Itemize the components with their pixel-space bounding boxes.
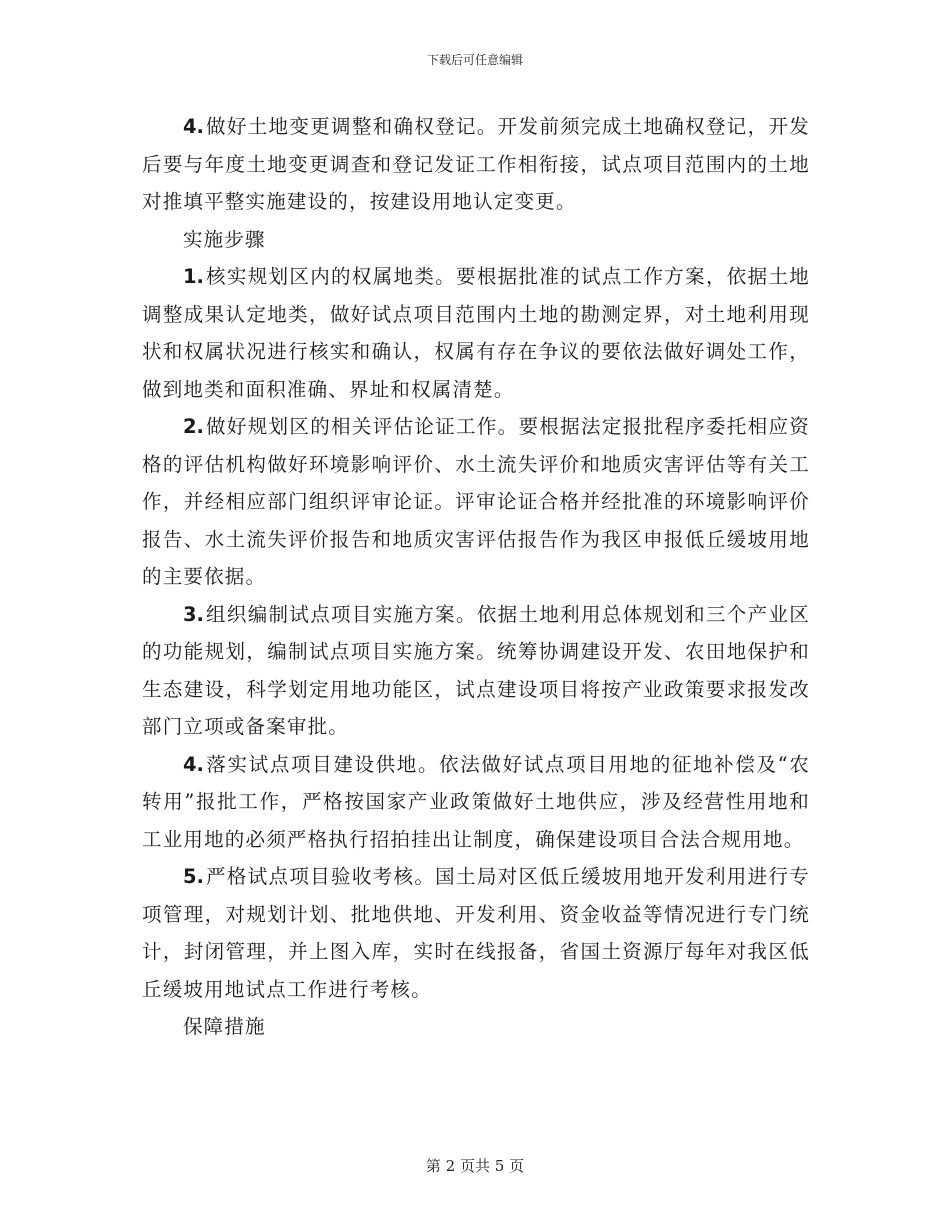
item-number: 4. (182, 752, 204, 776)
paragraph-land-registration (142, 108, 810, 221)
page-footer: 第 2 页共 5 页 (425, 1157, 525, 1175)
paragraph-implementation-plan (142, 596, 810, 746)
paragraph-text: 做好土地变更调整和确权登记。开发前须完成土地确权登记，开发后要与年度土地变更调查和登记发证工作相衔接，试点项目范围内的土地对推填平整实施建设的，按建设用地认定变更。 (142, 115, 810, 213)
paragraph-land-supply (142, 746, 810, 859)
section-heading-implementation-steps: 实施步骤 (182, 227, 266, 251)
item-number: 2. (182, 415, 204, 438)
document-body (142, 108, 810, 1046)
paragraph-text: 做好规划区的相关评估论证工作。要根据法定报批程序委托相应资格的评估机构做好环境影响评价、水土流失评价和地质灾害评估等有关工作，并经相应部门组织评审论证。评审论证合格并经批准的环境影响评价报告、水土流失评价报告和地质灾害评估报告作为我区申报低丘缓坡用地的主要依据。 (142, 415, 810, 588)
paragraph-verify-land-types (142, 258, 810, 408)
paragraph-text: 组织编制试点项目实施方案。依据土地利用总体规划和三个产业区的功能规划，编制试点项目实施方案。统筹协调建设开发、农田地保护和生态建设，科学划定用地功能区，试点建设项目将按产业政策要求报发改部门立项或备案审批。 (142, 602, 810, 738)
paragraph-text: 落实试点项目建设供地。依法做好试点项目用地的征地补偿及“农转用”报批工作，严格按国家产业政策做好土地供应，涉及经营性用地和工业用地的必须严格执行招拍挂出让制度，确保建设项目合法合规用地。 (142, 752, 810, 851)
paragraph-acceptance-assessment (142, 858, 810, 1008)
item-number: 4. (182, 115, 204, 138)
paragraph-text: 核实规划区内的权属地类。要根据批准的试点工作方案，依据土地调整成果认定地类，做好试点项目范围内土地的勘测定界，对土地利用现状和权属状况进行核实和确认，权属有存在争议的要依法做好调处工作，做到地类和面积准确、界址和权属清楚。 (142, 265, 810, 401)
item-number: 3. (182, 602, 204, 626)
page-header: 下载后可任意编辑 (426, 53, 523, 67)
item-number: 1. (182, 265, 204, 288)
section-heading-safeguard-measures: 保障措施 (182, 1015, 266, 1038)
item-number: 5. (182, 865, 204, 888)
paragraph-assessment-work (142, 408, 810, 596)
paragraph-text: 严格试点项目验收考核。国土局对区低丘缓坡用地开发利用进行专项管理，对规划计划、批地供地、开发利用、资金收益等情况进行专门统计，封闭管理，并上图入库，实时在线报备，省国土资源厅每年对我区低丘缓坡用地试点工作进行考核。 (142, 865, 810, 1001)
